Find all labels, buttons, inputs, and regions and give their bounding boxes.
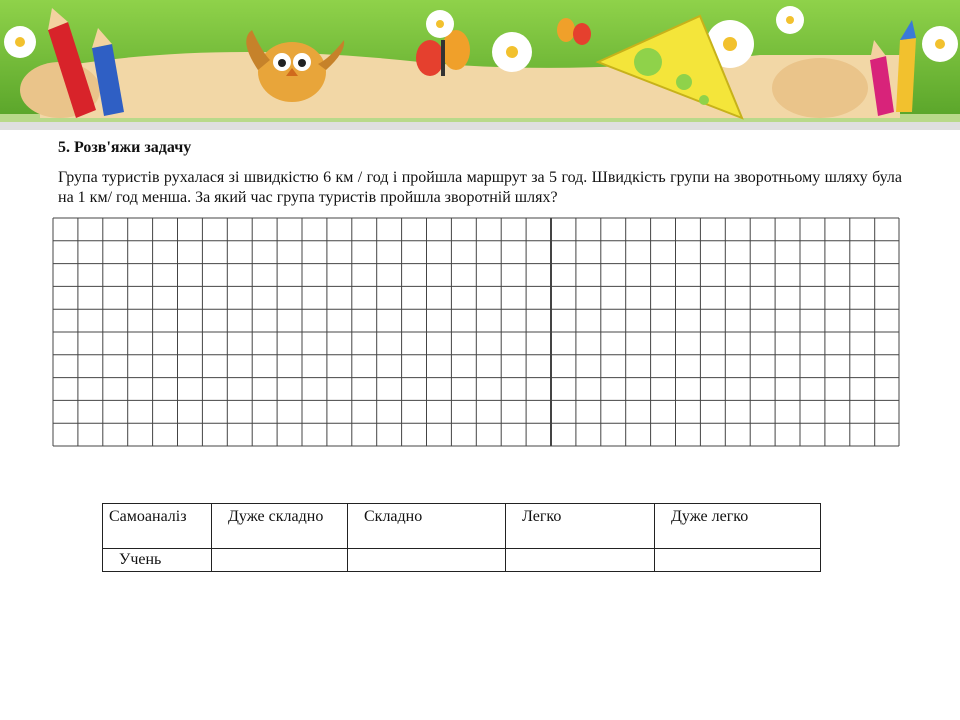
decorative-banner	[0, 0, 960, 130]
self-assessment-table	[102, 503, 821, 572]
very-easy-cell[interactable]	[655, 549, 821, 572]
easy-header: Легко	[506, 504, 655, 549]
very-hard-cell[interactable]	[212, 549, 348, 572]
squared-paper-grid	[52, 217, 900, 447]
hard-header: Складно	[348, 504, 506, 549]
task-title: 5. Розв'яжи задачу	[58, 139, 192, 156]
pupil-label: Учень	[103, 549, 212, 572]
self-assessment-label: Самоаналіз	[103, 504, 212, 549]
task-text: Група туристів рухалася зі швидкістю 6 км / год і пройшла маршрут за 5 год. Швидкість групи на зворотньому шляху була на 1 км/ год менша. За який час група туристів пройшла зворотній шлях?	[58, 169, 902, 206]
hard-cell[interactable]	[348, 549, 506, 572]
easy-cell[interactable]	[506, 549, 655, 572]
very-easy-header: Дуже легко	[655, 504, 821, 549]
very-hard-header: Дуже складно	[212, 504, 348, 549]
